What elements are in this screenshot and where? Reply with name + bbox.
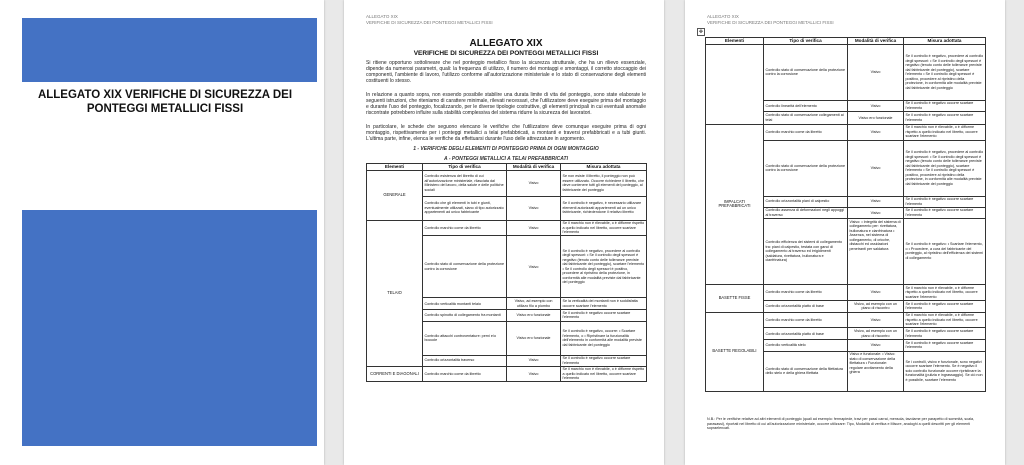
header-misura: Misura adottata bbox=[904, 38, 986, 45]
paragraph-2: In relazione a quanto sopra, non essendo possibile stabilire una durata limite di vita del ponteggio, sono state elaborate le seguenti istruzioni, che riteniamo di carattere minimale, rilevati necessari, che l'utilizzatore deve eseguire prima del montaggio e durante l'uso del ponteggio, focalizzando, per le diverse tipologie costruttive, gli elementi principali in cui eventuali anomalie riscontrate potrebbero influire sulla stabilità complessiva del sistema ridurre la sicurezza dei lavoratori. bbox=[366, 92, 646, 117]
header-modalita: Modalità di verifica bbox=[507, 164, 561, 171]
cell-modalita: Visivo bbox=[848, 340, 904, 351]
cover-bottom-box bbox=[22, 210, 317, 446]
cell-modalita: Visivo bbox=[848, 207, 904, 218]
table-row bbox=[367, 220, 647, 236]
cell-tipo: Controllo stato di conservazione della protezione contro la corrosione bbox=[764, 44, 848, 100]
cell-misura: Se il controllo è negativo occorre scartare l'elemento bbox=[561, 310, 647, 321]
table-row bbox=[367, 366, 647, 382]
header-tipo: Tipo di verifica bbox=[764, 38, 848, 45]
cell-tipo: Controllo verticalità montanti telaio bbox=[423, 298, 507, 310]
cell-misura: Se il controllo è negativo occorre scartare l'elemento bbox=[904, 328, 986, 340]
cell-modalita: Visivo bbox=[848, 140, 904, 196]
section-title: 1 - VERIFICHE DEGLI ELEMENTI DI PONTEGGIO PRIMA DI OGNI MONTAGGIO bbox=[413, 146, 599, 152]
cell-misura: Se non esiste il libretto, il ponteggio non può essere utilizzato. Occorre richiedere il libretto, che deve contenere tutti gli elementi del ponteggio, al fabbricante del ponteggio bbox=[561, 170, 647, 196]
cell-misura: Se il controllo è negativo: • Scartare l'elemento, o • Procedere, a cura del fabbricante del ponteggio, al ripristino dell'efficienza dei sistemi di collegamento bbox=[904, 218, 986, 284]
verification-table-continued bbox=[705, 37, 986, 392]
cell-modalita: Visivo bbox=[507, 236, 561, 298]
cell-misura: Se il marchio non è rilevabile, o è difforme rispetto a quello indicato nel libretto, occorre scartare l'elemento bbox=[561, 366, 647, 382]
cell-tipo: Controllo marchio come da libretto bbox=[764, 312, 848, 328]
cell-tipo: Controllo orizzontalità piatto di base bbox=[764, 328, 848, 340]
cell-tipo: Controllo stato di conservazione della protezione contro la corrosione bbox=[423, 236, 507, 298]
cell-tipo: Controllo assenza di deformazioni negli appoggi al traverso bbox=[764, 207, 848, 218]
cell-modalita: Visivo bbox=[507, 196, 561, 220]
cell-modalita: Visivo, ad esempio con un piano di riscontro bbox=[848, 328, 904, 340]
cell-misura: Se il controllo è negativo occorre scartare l'elemento bbox=[904, 300, 986, 312]
cell-modalita: Visivo ero funzionale bbox=[848, 111, 904, 124]
cell-misura: Se il controllo è negativo occorre scartare l'elemento bbox=[904, 340, 986, 351]
header-misura: Misura adottata bbox=[561, 164, 647, 171]
cell-modalita: Visivo ero funzionale bbox=[507, 321, 561, 355]
table-header-row bbox=[706, 38, 986, 45]
table-row bbox=[706, 284, 986, 300]
cell-modalita: Visivo bbox=[848, 284, 904, 300]
cell-modalita: Visivo bbox=[848, 100, 904, 111]
cell-modalita: Visivo, ad esempio con un piano di riscontro bbox=[848, 300, 904, 312]
subsection-title: A - PONTEGGI METALLICI A TELAI PREFABBRICATI bbox=[444, 156, 568, 162]
cell-modalita: Visivo e funzionale: • Visivo: stato di conservazione della filettatura • Funzionale: regolare avvitamento della ghiera bbox=[848, 351, 904, 391]
cell-misura: Se i controlli, visivo e funzionale, sono negativi occorre scartare l'elemento. Se è negativo il solo controllo funzionale occorre ripristinare la funzionalità (pulizia e ingrassaggio). Se ciò non è possibile, scartare l'elemento bbox=[904, 351, 986, 391]
cell-modalita: Visivo: • Integrità del sistema di collegamento per: rivettatura, bullonatura e cianfrinatura • Assenza, nel sistema di collegamento, di cricche, distacchi ed ossidazioni penetranti per saldatura bbox=[848, 218, 904, 284]
page-subtitle: VERIFICHE DI SICUREZZA DEI PONTEGGI METALLICI FISSI bbox=[413, 50, 599, 57]
cell-tipo: Controllo marchio come da libretto bbox=[764, 124, 848, 140]
cell-modalita: Visivo bbox=[507, 220, 561, 236]
cell-tipo: Controllo stato di conservazione collegamenti ai telai bbox=[764, 111, 848, 124]
cover-top-box bbox=[22, 18, 317, 82]
cell-misura: Se il controllo è negativo, procedere al controllo degli spessori: • Se il controllo degli spessori è negativo (tenuto conto delle tolleranze previste dal fabbricante del ponteggio), scartare l'elemento • Se il controllo degli spessori è positivo, procedere al ripristino della protezione, in conformità alle modalità previste dal fabbricante del ponteggio bbox=[904, 44, 986, 100]
cell-tipo: Controllo esistenza del libretto di cui all'autorizzazione ministeriale, rilasciata dal Ministero del lavoro, della salute e delle politiche sociali bbox=[423, 170, 507, 196]
page-1 bbox=[0, 0, 324, 465]
cell-tipo: Controllo orizzontalità piani di calpestio bbox=[764, 196, 848, 207]
cell-modalita: Visivo, ad esempio con utilizzo filo a piombo bbox=[507, 298, 561, 310]
table-header-row bbox=[367, 164, 647, 171]
cell-modalita: Visivo bbox=[848, 312, 904, 328]
running-header-line1: ALLEGATO XIX bbox=[707, 14, 739, 19]
header-modalita: Modalità di verifica bbox=[848, 38, 904, 45]
cell-modalita: Visivo ero funzionale bbox=[507, 310, 561, 321]
paragraph-3: In particolare, le schede che seguono elencano le verifiche che l'utilizzatore deve comunque eseguire prima di ogni montaggio, rispettivamente per i ponteggi metallici a telai prefabbricati, a montanti e traversi prefabbricati e a tubi giunti. L'ultima parte, infine, elenca le verifiche da effettuarsi durante l'uso delle attrezzature in argomento. bbox=[366, 124, 646, 143]
cell-misura: Se il controllo è negativo occorre scartare l'elemento bbox=[561, 355, 647, 366]
cell-misura: Se il controllo è negativo, è necessario utilizzare elementi autorizzati appartenenti ad un unico fabbricante, richiedendone il relativo libretto bbox=[561, 196, 647, 220]
page-title: ALLEGATO XIX bbox=[469, 38, 543, 49]
cell-tipo: Controllo orizzontalità piatto di base bbox=[764, 300, 848, 312]
cell-misura: Se il controllo è negativo, occorre: • Scartare l'elemento, o • Ripristinare la funzionalità dell'elemento in conformità alle modalità previste dal fabbricante del ponteggio bbox=[561, 321, 647, 355]
cover-title: ALLEGATO XIX VERIFICHE DI SICUREZZA DEI PONTEGGI METALLICI FISSI bbox=[37, 89, 293, 115]
cell-misura: Se la verticalità dei montanti non è soddisfatta occorre scartare l'elemento bbox=[561, 298, 647, 310]
page-3 bbox=[685, 0, 1005, 465]
cell-modalita: Visivo bbox=[507, 170, 561, 196]
cell-tipo: Controllo marchio come da libretto bbox=[423, 366, 507, 382]
running-header-line1: ALLEGATO XIX bbox=[366, 14, 398, 19]
cell-misura: Se il controllo è negativo occorre scartare l'elemento bbox=[904, 111, 986, 124]
running-header bbox=[707, 14, 834, 26]
table-row bbox=[706, 124, 986, 140]
verification-table-telai bbox=[366, 163, 647, 382]
paragraph-1: Si ritiene opportuno sottolineare che nel ponteggio metallico fisso la sicurezza strutturale, che ha un rilievo essenziale, dipende da numerosi parametri, quali: la frequenza di utilizzo, il numero dei montaggi e smontaggi, il corretto stoccaggio dei componenti, l'ambiente di lavoro, l'utilizzo conforme all'autorizzazione ministeriale e lo stato di conservazione degli elementi costituenti lo stesso. bbox=[366, 60, 646, 85]
cell-tipo: Controllo spinotto di collegamento fra montanti bbox=[423, 310, 507, 321]
header-elementi: Elementi bbox=[367, 164, 423, 171]
cell-elementi: TELAIO bbox=[367, 220, 423, 366]
running-header bbox=[366, 14, 493, 26]
table-row bbox=[367, 170, 647, 196]
cell-elementi: CORRENTI E DIAGONALI bbox=[367, 366, 423, 382]
footnote: N.B.: Per le verifiche relative ad altri elementi di ponteggio (quali ad esempio: fermapiede, travi per passi carrai, mensola, tavolame per parapetto di sommità, scala, parasassi), riportati nel libretto di cui all'autorizzazione ministeriale, occorre utilizzare: Tipo, Modalità di verifica e Misure, analoghi a quelli descritti per gli elementi sopraelencati. bbox=[707, 417, 975, 430]
page-2 bbox=[344, 0, 664, 465]
header-elementi: Elementi bbox=[706, 38, 764, 45]
cell-misura: Se il controllo è negativo, procedere al controllo degli spessori: • Se il controllo degli spessori è negativo (tenuto conto delle tolleranze previste dal fabbricante del ponteggio), scartare l'elemento • Se il controllo degli spessori è positivo, procedere al ripristino della protezione, in conformità alle modalità previste dal fabbricante del ponteggio bbox=[561, 236, 647, 298]
cell-tipo: Controllo efficienza dei sistemi di collegamento tra: piani di calpestio, testata con ganci di collegamento al traverso ed irrigidimenti (saldatura, rivettatura, bullonatura e cianfrinatura) bbox=[764, 218, 848, 284]
cell-misura: Se il controllo è negativo occorre scartare l'elemento bbox=[904, 100, 986, 111]
cell-misura: Se il controllo è negativo, procedere al controllo degli spessori: • Se il controllo degli spessori è negativo (tenuto conto delle tolleranze previste dal fabbricante del ponteggio), scartare l'elemento • Se il controllo degli spessori è positivo, procedere al ripristino della protezione, in conformità alle modalità previste dal fabbricante del ponteggio bbox=[904, 140, 986, 196]
table-row bbox=[706, 312, 986, 328]
cell-tipo: Controllo orizzontalità traverso bbox=[423, 355, 507, 366]
cell-modalita: Visivo bbox=[848, 196, 904, 207]
cell-modalita: Visivo bbox=[848, 44, 904, 100]
cell-tipo: Controllo stato di conservazione della protezione contro la corrosione bbox=[764, 140, 848, 196]
cell-tipo: Controllo linearità dell'elemento bbox=[764, 100, 848, 111]
cell-tipo: Controllo marchio come da libretto bbox=[423, 220, 507, 236]
cell-misura: Se il marchio non è rilevabile, o è difforme rispetto a quello indicato nel libretto, occorre scartare l'elemento bbox=[904, 284, 986, 300]
cell-misura: Se il marchio non è rilevabile, o è difforme rispetto a quello indicato nel libretto, occorre scartare l'elemento bbox=[904, 312, 986, 328]
cell-modalita: Visivo bbox=[848, 124, 904, 140]
cell-misura: Se il marchio non è rilevabile, o è difforme rispetto a quello indicato nel libretto, occorre scartare l'elemento bbox=[904, 124, 986, 140]
move-anchor-icon[interactable]: ✥ bbox=[698, 29, 704, 35]
cell-misura: Se il controllo è negativo occorre scartare l'elemento bbox=[904, 207, 986, 218]
page-title-block bbox=[366, 38, 646, 57]
header-tipo: Tipo di verifica bbox=[423, 164, 507, 171]
cell-tipo: Controllo attacchi controventature: perni e/o boccole bbox=[423, 321, 507, 355]
cell-tipo: Controllo che gli elementi in tubi e giunti, eventualmente utilizzati, siano di tipo autorizzato appartenenti ad unico fabbricante bbox=[423, 196, 507, 220]
cell-modalita: Visivo bbox=[507, 366, 561, 382]
cell-tipo: Controllo stato di conservazione della filettatura dello stelo e della ghiera filettata bbox=[764, 351, 848, 391]
cell-tipo: Controllo verticalità stelo bbox=[764, 340, 848, 351]
cell-misura: Se il marchio non è rilevabile, o è difforme rispetto a quello indicato nel libretto, occorre scartare l'elemento bbox=[561, 220, 647, 236]
running-header-line2: VERIFICHE DI SICUREZZA DEI PONTEGGI METALLICI FISSI bbox=[707, 20, 834, 25]
cell-modalita: Visivo bbox=[507, 355, 561, 366]
cell-misura: Se il controllo è negativo occorre scartare l'elemento bbox=[904, 196, 986, 207]
cell-elementi: BASETTE REGOLABILI bbox=[706, 312, 764, 391]
cell-elementi: BASETTE FISSE bbox=[706, 284, 764, 312]
table-row bbox=[706, 44, 986, 100]
cell-elementi: IMPALCATI PREFABBRICATI bbox=[706, 124, 764, 284]
cell-elementi: GENERALE bbox=[367, 170, 423, 220]
cell-tipo: Controllo marchio come da libretto bbox=[764, 284, 848, 300]
running-header-line2: VERIFICHE DI SICUREZZA DEI PONTEGGI METALLICI FISSI bbox=[366, 20, 493, 25]
cell-elementi bbox=[706, 44, 764, 124]
